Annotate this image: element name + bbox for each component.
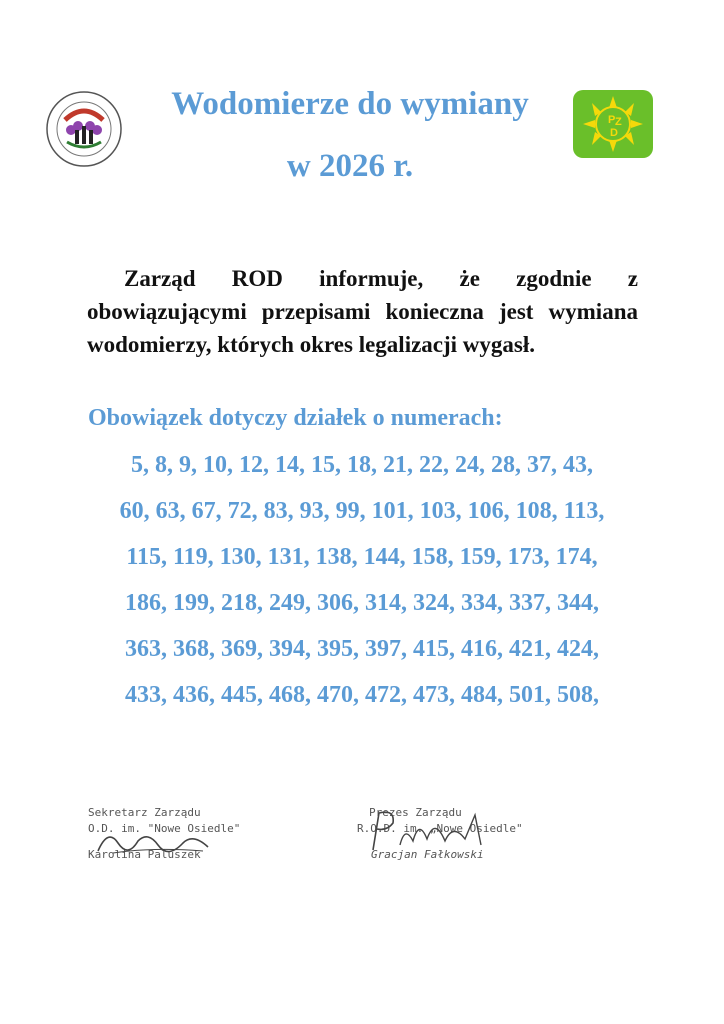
signature-role: Prezes Zarządu (369, 806, 462, 819)
svg-text:Z: Z (615, 116, 622, 128)
plot-numbers-line: 363, 368, 369, 394, 395, 397, 415, 416, 421, 424, (125, 636, 599, 662)
plot-numbers-line: 433, 436, 445, 468, 470, 472, 473, 484, 501, 508, (125, 682, 599, 708)
intro-paragraph: Zarząd ROD informuje, że zgodnie z obowiązującymi przepisami konieczna jest wymiana wodomierzy, których okres legalizacji wygasł. (87, 266, 638, 357)
plot-numbers-line: 5, 8, 9, 10, 12, 14, 15, 18, 21, 22, 24, 28, 37, 43, (131, 452, 593, 478)
signature-org: R.O.D. im. „Nowe Osiedle" (357, 822, 523, 835)
obligation-heading: Obowiązek dotyczy działek o numerach: (88, 405, 503, 431)
president-signature (357, 805, 537, 867)
page-title: Wodomierze do wymiany (171, 86, 529, 122)
signature-role: Sekretarz Zarządu (88, 806, 201, 819)
signature-name: Gracjan Fałkowski (371, 848, 484, 861)
plot-numbers-line: 115, 119, 130, 131, 138, 144, 158, 159, 173, 174, (126, 544, 598, 570)
page-subtitle: w 2026 r. (286, 148, 414, 184)
handwritten-signature (93, 823, 223, 857)
svg-text:D: D (610, 127, 618, 139)
plot-numbers-line: 60, 63, 67, 72, 83, 93, 99, 101, 103, 106, 108, 113, (119, 498, 605, 524)
signature-org: O.D. im. "Nowe Osiedle" (88, 822, 241, 835)
svg-text:P: P (608, 114, 616, 126)
plot-numbers-line: 186, 199, 218, 249, 306, 314, 324, 334, 337, 344, (125, 590, 599, 616)
signature-name: Karolina Paluszek (88, 848, 201, 861)
handwritten-signature (365, 805, 505, 855)
secretary-signature (88, 805, 258, 867)
